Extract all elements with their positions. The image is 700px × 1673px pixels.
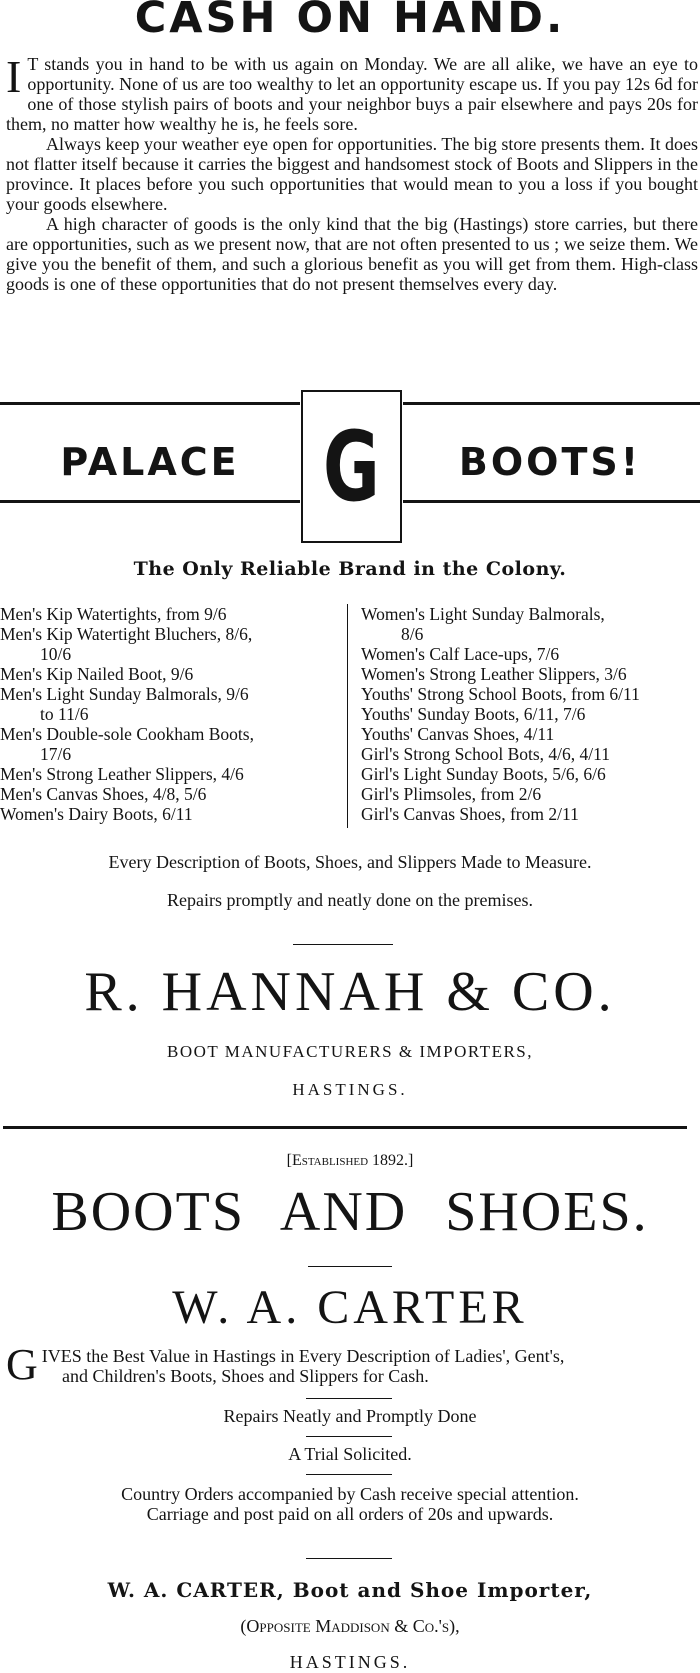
price-item: Girl's Canvas Shoes, from 2/11 xyxy=(361,804,579,824)
carter-repairs-line: Repairs Neatly and Promptly Done xyxy=(223,1406,477,1426)
palace-bottom-rule-right xyxy=(403,500,700,503)
price-list-right xyxy=(361,604,698,824)
section-divider xyxy=(3,1126,687,1129)
short-divider xyxy=(306,1398,392,1399)
short-divider xyxy=(308,1266,392,1267)
short-divider xyxy=(306,1558,392,1559)
price-item: Girl's Strong School Bots, 4/6, 4/11 xyxy=(361,744,610,764)
g-logo-box xyxy=(301,390,402,543)
repairs-line: Repairs promptly and neatly done on the premises. xyxy=(167,890,533,910)
column-divider xyxy=(347,604,348,828)
price-item: Youths' Strong School Boots, from 6/11 xyxy=(361,684,640,704)
price-item: Youths' Canvas Shoes, 4/11 xyxy=(361,724,555,744)
palace-word: PALACE xyxy=(60,440,240,484)
gives-paragraph xyxy=(6,1340,698,1389)
gives-line-2: and Children's Boots, Shoes and Slippers for Cash. xyxy=(62,1366,429,1386)
boots-word: BOOTS! xyxy=(458,440,642,484)
price-item: Women's Strong Leather Slippers, 3/6 xyxy=(361,664,627,684)
boots-and-shoes-headline: BOOTS AND SHOES. xyxy=(51,1181,649,1243)
cash-ad-body xyxy=(6,51,699,294)
g-logo-letter: G xyxy=(323,410,380,523)
cash-paragraph-2: Always keep your weather eye open for opportunities. The big store presents them. It does not flatter itself because it carries the biggest and handsomest stock of Boots and Slippers in the province. It places before you such opportunities that would mean to you a loss if you bought your goods elsewhere. xyxy=(6,134,698,214)
gives-dropcap: G xyxy=(6,1340,38,1389)
price-item: Men's Strong Leather Slippers, 4/6 xyxy=(0,764,244,784)
cash-paragraph-1 xyxy=(6,51,699,134)
price-item: Youths' Sunday Boots, 6/11, 7/6 xyxy=(361,704,586,724)
price-item: Girl's Light Sunday Boots, 5/6, 6/6 xyxy=(361,764,606,784)
price-item: Men's Kip Watertights, from 9/6 xyxy=(0,604,227,624)
price-item: Men's Double-sole Cookham Boots, 17/6 xyxy=(0,724,254,764)
palace-bottom-rule-left xyxy=(0,500,300,503)
country-orders-line: Country Orders accompanied by Cash receive special attention. xyxy=(121,1484,579,1504)
brand-tagline: The Only Reliable Brand in the Colony. xyxy=(133,558,567,580)
cash-dropcap: I xyxy=(6,51,22,102)
carriage-line: Carriage and post paid on all orders of 20s and upwards. xyxy=(146,1504,554,1524)
carter-town: HASTINGS. xyxy=(289,1652,411,1672)
carter-name: W. A. CARTER xyxy=(172,1281,528,1334)
company-subtitle: BOOT MANUFACTURERS & IMPORTERS, xyxy=(166,1042,533,1061)
price-item: Women's Dairy Boots, 6/11 xyxy=(0,804,193,824)
price-item: Women's Calf Lace-ups, 7/6 xyxy=(361,644,560,664)
established-line: [Established 1892.] xyxy=(286,1152,414,1169)
price-item: Men's Canvas Shoes, 4/8, 5/6 xyxy=(0,784,207,804)
price-item: Women's Light Sunday Balmorals, 8/6 xyxy=(361,604,605,644)
price-list-left xyxy=(0,604,340,824)
short-divider xyxy=(306,1474,392,1475)
gives-line-1: IVES the Best Value in Hastings in Every Description of Ladies', Gent's, xyxy=(41,1346,565,1366)
price-item: Girl's Plimsoles, from 2/6 xyxy=(361,784,542,804)
made-to-measure-line: Every Description of Boots, Shoes, and Slippers Made to Measure. xyxy=(108,852,592,872)
cash-paragraph-3: A high character of goods is the only kind that the big (Hastings) store carries, but there are opportunities, such as we present now, that are not often presented to us ; we seize them. We give you the benefit of them, and such a glorious benefit as you will get from them. High-class goods is one of these opportunities that do not present themselves every day. xyxy=(6,214,698,294)
palace-top-rule-right xyxy=(403,402,700,405)
short-divider xyxy=(293,944,393,945)
price-item: Men's Kip Nailed Boot, 9/6 xyxy=(0,664,194,684)
opposite-line: (Opposite Maddison & Co.'s), xyxy=(240,1616,460,1636)
company-town: HASTINGS. xyxy=(292,1080,408,1099)
cash-ad-title: CASH ON HAND. xyxy=(134,0,566,43)
carter-footer-name: W. A. CARTER, Boot and Shoe Importer, xyxy=(107,1578,593,1602)
price-item: Men's Light Sunday Balmorals, 9/6 to 11/6 xyxy=(0,684,249,724)
cash-p1-text: T stands you in hand to be with us again on Monday. We are all alike, we have an eye to opportunity. None of us are too wealthy to let an opportunity escape us. If you pay 12s 6d for one of those stylish pairs of boots and your neighbor buys a pair elsewhere and pays 20s for them, no matter how wealthy he is, he feels sore. xyxy=(6,54,699,134)
trial-line: A Trial Solicited. xyxy=(288,1444,412,1464)
palace-top-rule-left xyxy=(0,402,300,405)
price-item: Men's Kip Watertight Bluchers, 8/6, 10/6 xyxy=(0,624,253,664)
short-divider xyxy=(306,1436,392,1437)
company-name: R. HANNAH & CO. xyxy=(84,961,616,1023)
